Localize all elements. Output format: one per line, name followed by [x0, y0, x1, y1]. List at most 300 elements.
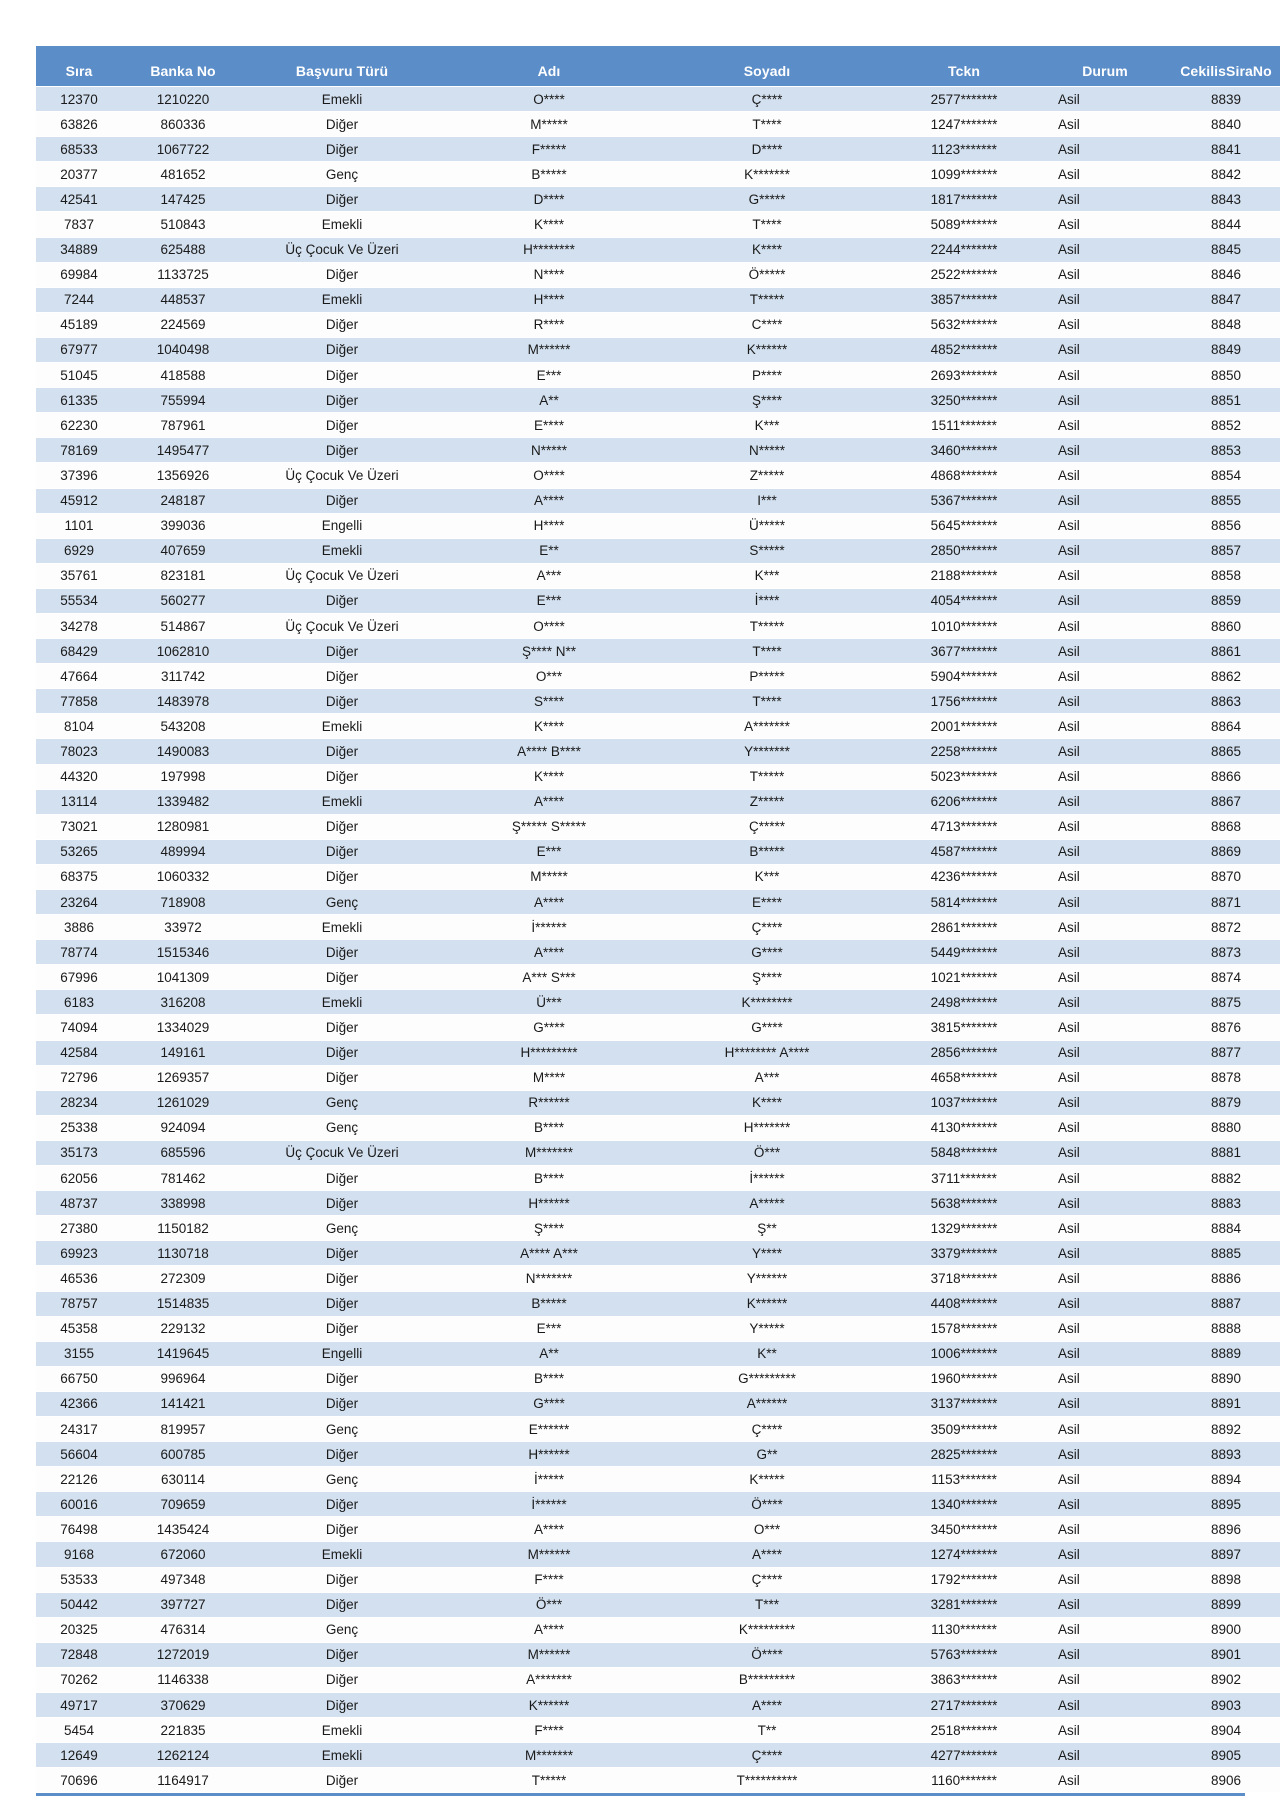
cell-durum: Asil	[1052, 1517, 1158, 1542]
cell-sira: 46536	[36, 1266, 122, 1291]
cell-soyadi: Ö***	[658, 1140, 876, 1165]
cell-soyadi: G*****	[658, 187, 876, 212]
cell-adi: A**	[440, 1341, 658, 1366]
cell-sira: 72796	[36, 1065, 122, 1090]
cell-durum: Asil	[1052, 413, 1158, 438]
cell-tckn: 5645*******	[876, 513, 1052, 538]
cell-durum: Asil	[1052, 1015, 1158, 1040]
cell-tckn: 1021*******	[876, 965, 1052, 990]
table-row[interactable]	[36, 187, 1280, 212]
cell-sira: 34278	[36, 613, 122, 638]
cell-tckn: 1960*******	[876, 1366, 1052, 1391]
table-row[interactable]	[36, 1542, 1280, 1567]
cell-durum: Asil	[1052, 990, 1158, 1015]
cell-cekilis-sira-no: 8856	[1158, 513, 1280, 538]
cell-banka-no: 221835	[122, 1718, 244, 1743]
cell-cekilis-sira-no: 8858	[1158, 563, 1280, 588]
cell-basvuru-turu: Diğer	[244, 488, 440, 513]
cell-soyadi: Ç****	[658, 1416, 876, 1441]
cell-basvuru-turu: Diğer	[244, 839, 440, 864]
cell-soyadi: T****	[658, 639, 876, 664]
cell-adi: B****	[440, 1115, 658, 1140]
cell-banka-no: 1483978	[122, 689, 244, 714]
cell-sira: 61335	[36, 388, 122, 413]
table-row[interactable]	[36, 1366, 1280, 1391]
cell-basvuru-turu: Diğer	[244, 940, 440, 965]
cell-tckn: 5089*******	[876, 212, 1052, 237]
cell-soyadi: Ç****	[658, 1567, 876, 1592]
table-row[interactable]	[36, 413, 1280, 438]
cell-basvuru-turu: Engelli	[244, 1341, 440, 1366]
header-top-band	[36, 46, 1280, 59]
column-header-banka-no[interactable]: Banka No	[122, 59, 244, 87]
cell-banka-no: 1515346	[122, 940, 244, 965]
table-row[interactable]	[36, 1567, 1280, 1592]
cell-cekilis-sira-no: 8870	[1158, 864, 1280, 889]
table-row[interactable]	[36, 237, 1280, 262]
cell-adi: B****	[440, 1166, 658, 1191]
cell-sira: 25338	[36, 1115, 122, 1140]
cell-soyadi: K******	[658, 1291, 876, 1316]
cell-sira: 78774	[36, 940, 122, 965]
cell-sira: 77858	[36, 689, 122, 714]
cell-cekilis-sira-no: 8882	[1158, 1166, 1280, 1191]
cell-basvuru-turu: Engelli	[244, 513, 440, 538]
table-row[interactable]	[36, 1592, 1280, 1617]
table-row[interactable]	[36, 337, 1280, 362]
cell-adi: E***	[440, 588, 658, 613]
cell-cekilis-sira-no: 8889	[1158, 1341, 1280, 1366]
cell-durum: Asil	[1052, 689, 1158, 714]
cell-sira: 68375	[36, 864, 122, 889]
table-row[interactable]	[36, 588, 1280, 613]
cell-cekilis-sira-no: 8871	[1158, 890, 1280, 915]
cell-cekilis-sira-no: 8905	[1158, 1743, 1280, 1768]
cell-cekilis-sira-no: 8883	[1158, 1191, 1280, 1216]
cell-cekilis-sira-no: 8868	[1158, 814, 1280, 839]
table-row[interactable]	[36, 814, 1280, 839]
cell-basvuru-turu: Diğer	[244, 1166, 440, 1191]
table-row[interactable]	[36, 212, 1280, 237]
cell-banka-no: 147425	[122, 187, 244, 212]
cell-sira: 74094	[36, 1015, 122, 1040]
table-row[interactable]	[36, 789, 1280, 814]
cell-adi: T*****	[440, 1768, 658, 1793]
table-row[interactable]	[36, 262, 1280, 287]
cell-durum: Asil	[1052, 1592, 1158, 1617]
cell-basvuru-turu: Diğer	[244, 388, 440, 413]
cell-soyadi: A*****	[658, 1191, 876, 1216]
cell-soyadi: Z*****	[658, 789, 876, 814]
cell-adi: N*****	[440, 438, 658, 463]
cell-sira: 53533	[36, 1567, 122, 1592]
cell-banka-no: 1041309	[122, 965, 244, 990]
cell-soyadi: G**	[658, 1442, 876, 1467]
table-row[interactable]	[36, 1266, 1280, 1291]
cell-soyadi: C****	[658, 312, 876, 337]
cell-cekilis-sira-no: 8857	[1158, 538, 1280, 563]
table-row[interactable]	[36, 1241, 1280, 1266]
cell-adi: K****	[440, 714, 658, 739]
cell-adi: H*********	[440, 1040, 658, 1065]
cell-banka-no: 1272019	[122, 1642, 244, 1667]
table-row[interactable]	[36, 1442, 1280, 1467]
cell-cekilis-sira-no: 8849	[1158, 337, 1280, 362]
cell-basvuru-turu: Diğer	[244, 337, 440, 362]
cell-sira: 69984	[36, 262, 122, 287]
cell-durum: Asil	[1052, 112, 1158, 137]
cell-basvuru-turu: Diğer	[244, 187, 440, 212]
table-row[interactable]	[36, 112, 1280, 137]
cell-banka-no: 248187	[122, 488, 244, 513]
cell-banka-no: 860336	[122, 112, 244, 137]
cell-adi: F****	[440, 1567, 658, 1592]
cell-sira: 35173	[36, 1140, 122, 1165]
cell-soyadi: Ö****	[658, 1492, 876, 1517]
cell-soyadi: D****	[658, 137, 876, 162]
cell-durum: Asil	[1052, 940, 1158, 965]
table-row[interactable]	[36, 87, 1280, 112]
table-row[interactable]	[36, 915, 1280, 940]
cell-banka-no: 448537	[122, 287, 244, 312]
table-row[interactable]	[36, 1115, 1280, 1140]
cell-adi: R******	[440, 1090, 658, 1115]
table-row[interactable]	[36, 538, 1280, 563]
cell-durum: Asil	[1052, 814, 1158, 839]
cell-durum: Asil	[1052, 588, 1158, 613]
table-row[interactable]	[36, 1768, 1280, 1793]
table-row[interactable]	[36, 890, 1280, 915]
table-row[interactable]	[36, 1216, 1280, 1241]
cell-soyadi: P****	[658, 363, 876, 388]
cell-durum: Asil	[1052, 1040, 1158, 1065]
table-row[interactable]	[36, 287, 1280, 312]
cell-adi: O***	[440, 664, 658, 689]
cell-basvuru-turu: Diğer	[244, 814, 440, 839]
cell-tckn: 5367*******	[876, 488, 1052, 513]
cell-durum: Asil	[1052, 1216, 1158, 1241]
cell-cekilis-sira-no: 8898	[1158, 1567, 1280, 1592]
cell-durum: Asil	[1052, 613, 1158, 638]
cell-soyadi: K*******	[658, 162, 876, 187]
cell-cekilis-sira-no: 8842	[1158, 162, 1280, 187]
table-row[interactable]	[36, 613, 1280, 638]
cell-sira: 6929	[36, 538, 122, 563]
cell-soyadi: Ç*****	[658, 814, 876, 839]
cell-adi: F*****	[440, 137, 658, 162]
table-row[interactable]	[36, 1140, 1280, 1165]
table-row[interactable]	[36, 639, 1280, 664]
table-row[interactable]	[36, 1416, 1280, 1441]
table-row[interactable]	[36, 990, 1280, 1015]
cell-soyadi: K***	[658, 864, 876, 889]
cell-sira: 72848	[36, 1642, 122, 1667]
cell-cekilis-sira-no: 8864	[1158, 714, 1280, 739]
table-row[interactable]	[36, 1642, 1280, 1667]
cell-adi: Ü***	[440, 990, 658, 1015]
cell-soyadi: Y*****	[658, 1316, 876, 1341]
cell-cekilis-sira-no: 8892	[1158, 1416, 1280, 1441]
cell-durum: Asil	[1052, 1567, 1158, 1592]
cell-banka-no: 755994	[122, 388, 244, 413]
table-row[interactable]	[36, 714, 1280, 739]
cell-banka-no: 625488	[122, 237, 244, 262]
cell-cekilis-sira-no: 8853	[1158, 438, 1280, 463]
cell-cekilis-sira-no: 8876	[1158, 1015, 1280, 1040]
cell-adi: B****	[440, 1366, 658, 1391]
table-row[interactable]	[36, 1743, 1280, 1768]
cell-sira: 68533	[36, 137, 122, 162]
cell-durum: Asil	[1052, 965, 1158, 990]
cell-durum: Asil	[1052, 890, 1158, 915]
cell-sira: 3155	[36, 1341, 122, 1366]
cell-cekilis-sira-no: 8850	[1158, 363, 1280, 388]
cell-basvuru-turu: Emekli	[244, 1718, 440, 1743]
cell-sira: 53265	[36, 839, 122, 864]
cell-soyadi: B*****	[658, 839, 876, 864]
cell-adi: N****	[440, 262, 658, 287]
cell-sira: 73021	[36, 814, 122, 839]
table-row[interactable]	[36, 1291, 1280, 1316]
column-header-durum[interactable]: Durum	[1052, 59, 1158, 87]
table-row[interactable]	[36, 864, 1280, 889]
cell-durum: Asil	[1052, 162, 1158, 187]
table-row[interactable]	[36, 839, 1280, 864]
table-row[interactable]	[36, 363, 1280, 388]
table-row[interactable]	[36, 1065, 1280, 1090]
table-row[interactable]	[36, 764, 1280, 789]
cell-adi: İ******	[440, 915, 658, 940]
results-table-container	[36, 46, 1272, 1796]
table-row[interactable]	[36, 1718, 1280, 1743]
cell-soyadi: G****	[658, 940, 876, 965]
table-row[interactable]	[36, 940, 1280, 965]
cell-tckn: 3718*******	[876, 1266, 1052, 1291]
table-row[interactable]	[36, 463, 1280, 488]
table-row[interactable]	[36, 1090, 1280, 1115]
cell-durum: Asil	[1052, 789, 1158, 814]
cell-basvuru-turu: Emekli	[244, 1743, 440, 1768]
table-row[interactable]	[36, 312, 1280, 337]
table-row[interactable]	[36, 1617, 1280, 1642]
cell-durum: Asil	[1052, 1667, 1158, 1692]
column-header-adi[interactable]: Adı	[440, 59, 658, 87]
cell-sira: 35761	[36, 563, 122, 588]
table-row[interactable]	[36, 563, 1280, 588]
cell-tckn: 1006*******	[876, 1341, 1052, 1366]
table-row[interactable]	[36, 689, 1280, 714]
cell-sira: 20325	[36, 1617, 122, 1642]
table-row[interactable]	[36, 1391, 1280, 1416]
cell-soyadi: A****	[658, 1693, 876, 1718]
cell-cekilis-sira-no: 8897	[1158, 1542, 1280, 1567]
cell-durum: Asil	[1052, 915, 1158, 940]
cell-banka-no: 1262124	[122, 1743, 244, 1768]
cell-basvuru-turu: Genç	[244, 1216, 440, 1241]
cell-cekilis-sira-no: 8899	[1158, 1592, 1280, 1617]
cell-sira: 8104	[36, 714, 122, 739]
table-row[interactable]	[36, 1467, 1280, 1492]
cell-banka-no: 996964	[122, 1366, 244, 1391]
cell-banka-no: 476314	[122, 1617, 244, 1642]
cell-sira: 70696	[36, 1768, 122, 1793]
cell-soyadi: T****	[658, 689, 876, 714]
cell-tckn: 2825*******	[876, 1442, 1052, 1467]
cell-banka-no: 1130718	[122, 1241, 244, 1266]
table-row[interactable]	[36, 1040, 1280, 1065]
cell-durum: Asil	[1052, 363, 1158, 388]
cell-basvuru-turu: Diğer	[244, 1442, 440, 1467]
cell-banka-no: 1150182	[122, 1216, 244, 1241]
cell-cekilis-sira-no: 8903	[1158, 1693, 1280, 1718]
cell-basvuru-turu: Diğer	[244, 137, 440, 162]
cell-cekilis-sira-no: 8887	[1158, 1291, 1280, 1316]
cell-basvuru-turu: Emekli	[244, 212, 440, 237]
cell-cekilis-sira-no: 8890	[1158, 1366, 1280, 1391]
cell-sira: 62230	[36, 413, 122, 438]
cell-durum: Asil	[1052, 1416, 1158, 1441]
cell-tckn: 3137*******	[876, 1391, 1052, 1416]
cell-soyadi: Ü*****	[658, 513, 876, 538]
table-row[interactable]	[36, 162, 1280, 187]
cell-banka-no: 1280981	[122, 814, 244, 839]
table-row[interactable]	[36, 664, 1280, 689]
column-header-sira[interactable]: Sıra	[36, 59, 122, 87]
table-row[interactable]	[36, 488, 1280, 513]
cell-banka-no: 33972	[122, 915, 244, 940]
cell-durum: Asil	[1052, 287, 1158, 312]
cell-banka-no: 1067722	[122, 137, 244, 162]
cell-sira: 62056	[36, 1166, 122, 1191]
cell-adi: O****	[440, 613, 658, 638]
cell-banka-no: 1164917	[122, 1768, 244, 1793]
column-header-soyadi[interactable]: Soyadı	[658, 59, 876, 87]
table-row[interactable]	[36, 1166, 1280, 1191]
cell-banka-no: 1146338	[122, 1667, 244, 1692]
cell-basvuru-turu: Diğer	[244, 413, 440, 438]
cell-soyadi: Ö****	[658, 1642, 876, 1667]
cell-durum: Asil	[1052, 1115, 1158, 1140]
table-row[interactable]	[36, 1492, 1280, 1517]
cell-cekilis-sira-no: 8891	[1158, 1391, 1280, 1416]
table-row[interactable]	[36, 1517, 1280, 1542]
table-row[interactable]	[36, 965, 1280, 990]
cell-adi: A**** B****	[440, 739, 658, 764]
cell-basvuru-turu: Diğer	[244, 588, 440, 613]
cell-banka-no: 399036	[122, 513, 244, 538]
header-band-cell	[36, 46, 122, 59]
cell-tckn: 2717*******	[876, 1693, 1052, 1718]
cell-banka-no: 1269357	[122, 1065, 244, 1090]
cell-tckn: 3450*******	[876, 1517, 1052, 1542]
cell-tckn: 2577*******	[876, 87, 1052, 112]
cell-tckn: 4130*******	[876, 1115, 1052, 1140]
cell-banka-no: 481652	[122, 162, 244, 187]
table-row[interactable]	[36, 739, 1280, 764]
cell-banka-no: 514867	[122, 613, 244, 638]
table-row[interactable]	[36, 1693, 1280, 1718]
cell-sira: 20377	[36, 162, 122, 187]
cell-adi: A**** A***	[440, 1241, 658, 1266]
cell-soyadi: K***	[658, 563, 876, 588]
cell-sira: 28234	[36, 1090, 122, 1115]
cell-banka-no: 543208	[122, 714, 244, 739]
cell-banka-no: 1060332	[122, 864, 244, 889]
cell-durum: Asil	[1052, 1492, 1158, 1517]
column-header-basvuru-turu[interactable]: Başvuru Türü	[244, 59, 440, 87]
cell-tckn: 1274*******	[876, 1542, 1052, 1567]
cell-tckn: 5638*******	[876, 1191, 1052, 1216]
cell-durum: Asil	[1052, 137, 1158, 162]
cell-cekilis-sira-no: 8851	[1158, 388, 1280, 413]
cell-basvuru-turu: Diğer	[244, 1517, 440, 1542]
table-row[interactable]	[36, 1316, 1280, 1341]
table-row[interactable]	[36, 1667, 1280, 1692]
cell-banka-no: 149161	[122, 1040, 244, 1065]
cell-basvuru-turu: Diğer	[244, 438, 440, 463]
cell-banka-no: 600785	[122, 1442, 244, 1467]
cell-adi: B*****	[440, 1291, 658, 1316]
cell-soyadi: Y******	[658, 1266, 876, 1291]
cell-durum: Asil	[1052, 1191, 1158, 1216]
cell-durum: Asil	[1052, 714, 1158, 739]
cell-tckn: 3815*******	[876, 1015, 1052, 1040]
cell-soyadi: Ş****	[658, 965, 876, 990]
cell-banka-no: 316208	[122, 990, 244, 1015]
cell-adi: A****	[440, 890, 658, 915]
table-row[interactable]	[36, 1015, 1280, 1040]
cell-basvuru-turu: Diğer	[244, 1291, 440, 1316]
cell-cekilis-sira-no: 8852	[1158, 413, 1280, 438]
cell-tckn: 6206*******	[876, 789, 1052, 814]
cell-soyadi: K****	[658, 237, 876, 262]
cell-basvuru-turu: Diğer	[244, 639, 440, 664]
cell-banka-no: 141421	[122, 1391, 244, 1416]
cell-durum: Asil	[1052, 639, 1158, 664]
cell-sira: 48737	[36, 1191, 122, 1216]
cell-tckn: 3711*******	[876, 1166, 1052, 1191]
table-row[interactable]	[36, 1191, 1280, 1216]
cell-soyadi: K**	[658, 1341, 876, 1366]
table-row[interactable]	[36, 513, 1280, 538]
table-row[interactable]	[36, 438, 1280, 463]
cell-basvuru-turu: Diğer	[244, 1768, 440, 1793]
table-row[interactable]	[36, 1341, 1280, 1366]
cell-cekilis-sira-no: 8839	[1158, 87, 1280, 112]
cell-basvuru-turu: Diğer	[244, 262, 440, 287]
cell-sira: 45189	[36, 312, 122, 337]
cell-cekilis-sira-no: 8906	[1158, 1768, 1280, 1793]
column-header-tckn[interactable]: Tckn	[876, 59, 1052, 87]
table-row[interactable]	[36, 137, 1280, 162]
cell-soyadi: K****	[658, 1090, 876, 1115]
cell-tckn: 5904*******	[876, 664, 1052, 689]
header-band-cell	[244, 46, 440, 59]
cell-cekilis-sira-no: 8844	[1158, 212, 1280, 237]
cell-cekilis-sira-no: 8855	[1158, 488, 1280, 513]
table-body	[36, 87, 1280, 1793]
cell-durum: Asil	[1052, 563, 1158, 588]
cell-adi: A****	[440, 488, 658, 513]
cell-durum: Asil	[1052, 1366, 1158, 1391]
column-header-cekilis-sira-no[interactable]: CekilisSiraNo	[1158, 59, 1280, 87]
cell-tckn: 2861*******	[876, 915, 1052, 940]
cell-cekilis-sira-no: 8874	[1158, 965, 1280, 990]
table-row[interactable]	[36, 388, 1280, 413]
cell-basvuru-turu: Genç	[244, 890, 440, 915]
cell-cekilis-sira-no: 8881	[1158, 1140, 1280, 1165]
cell-adi: A***	[440, 563, 658, 588]
